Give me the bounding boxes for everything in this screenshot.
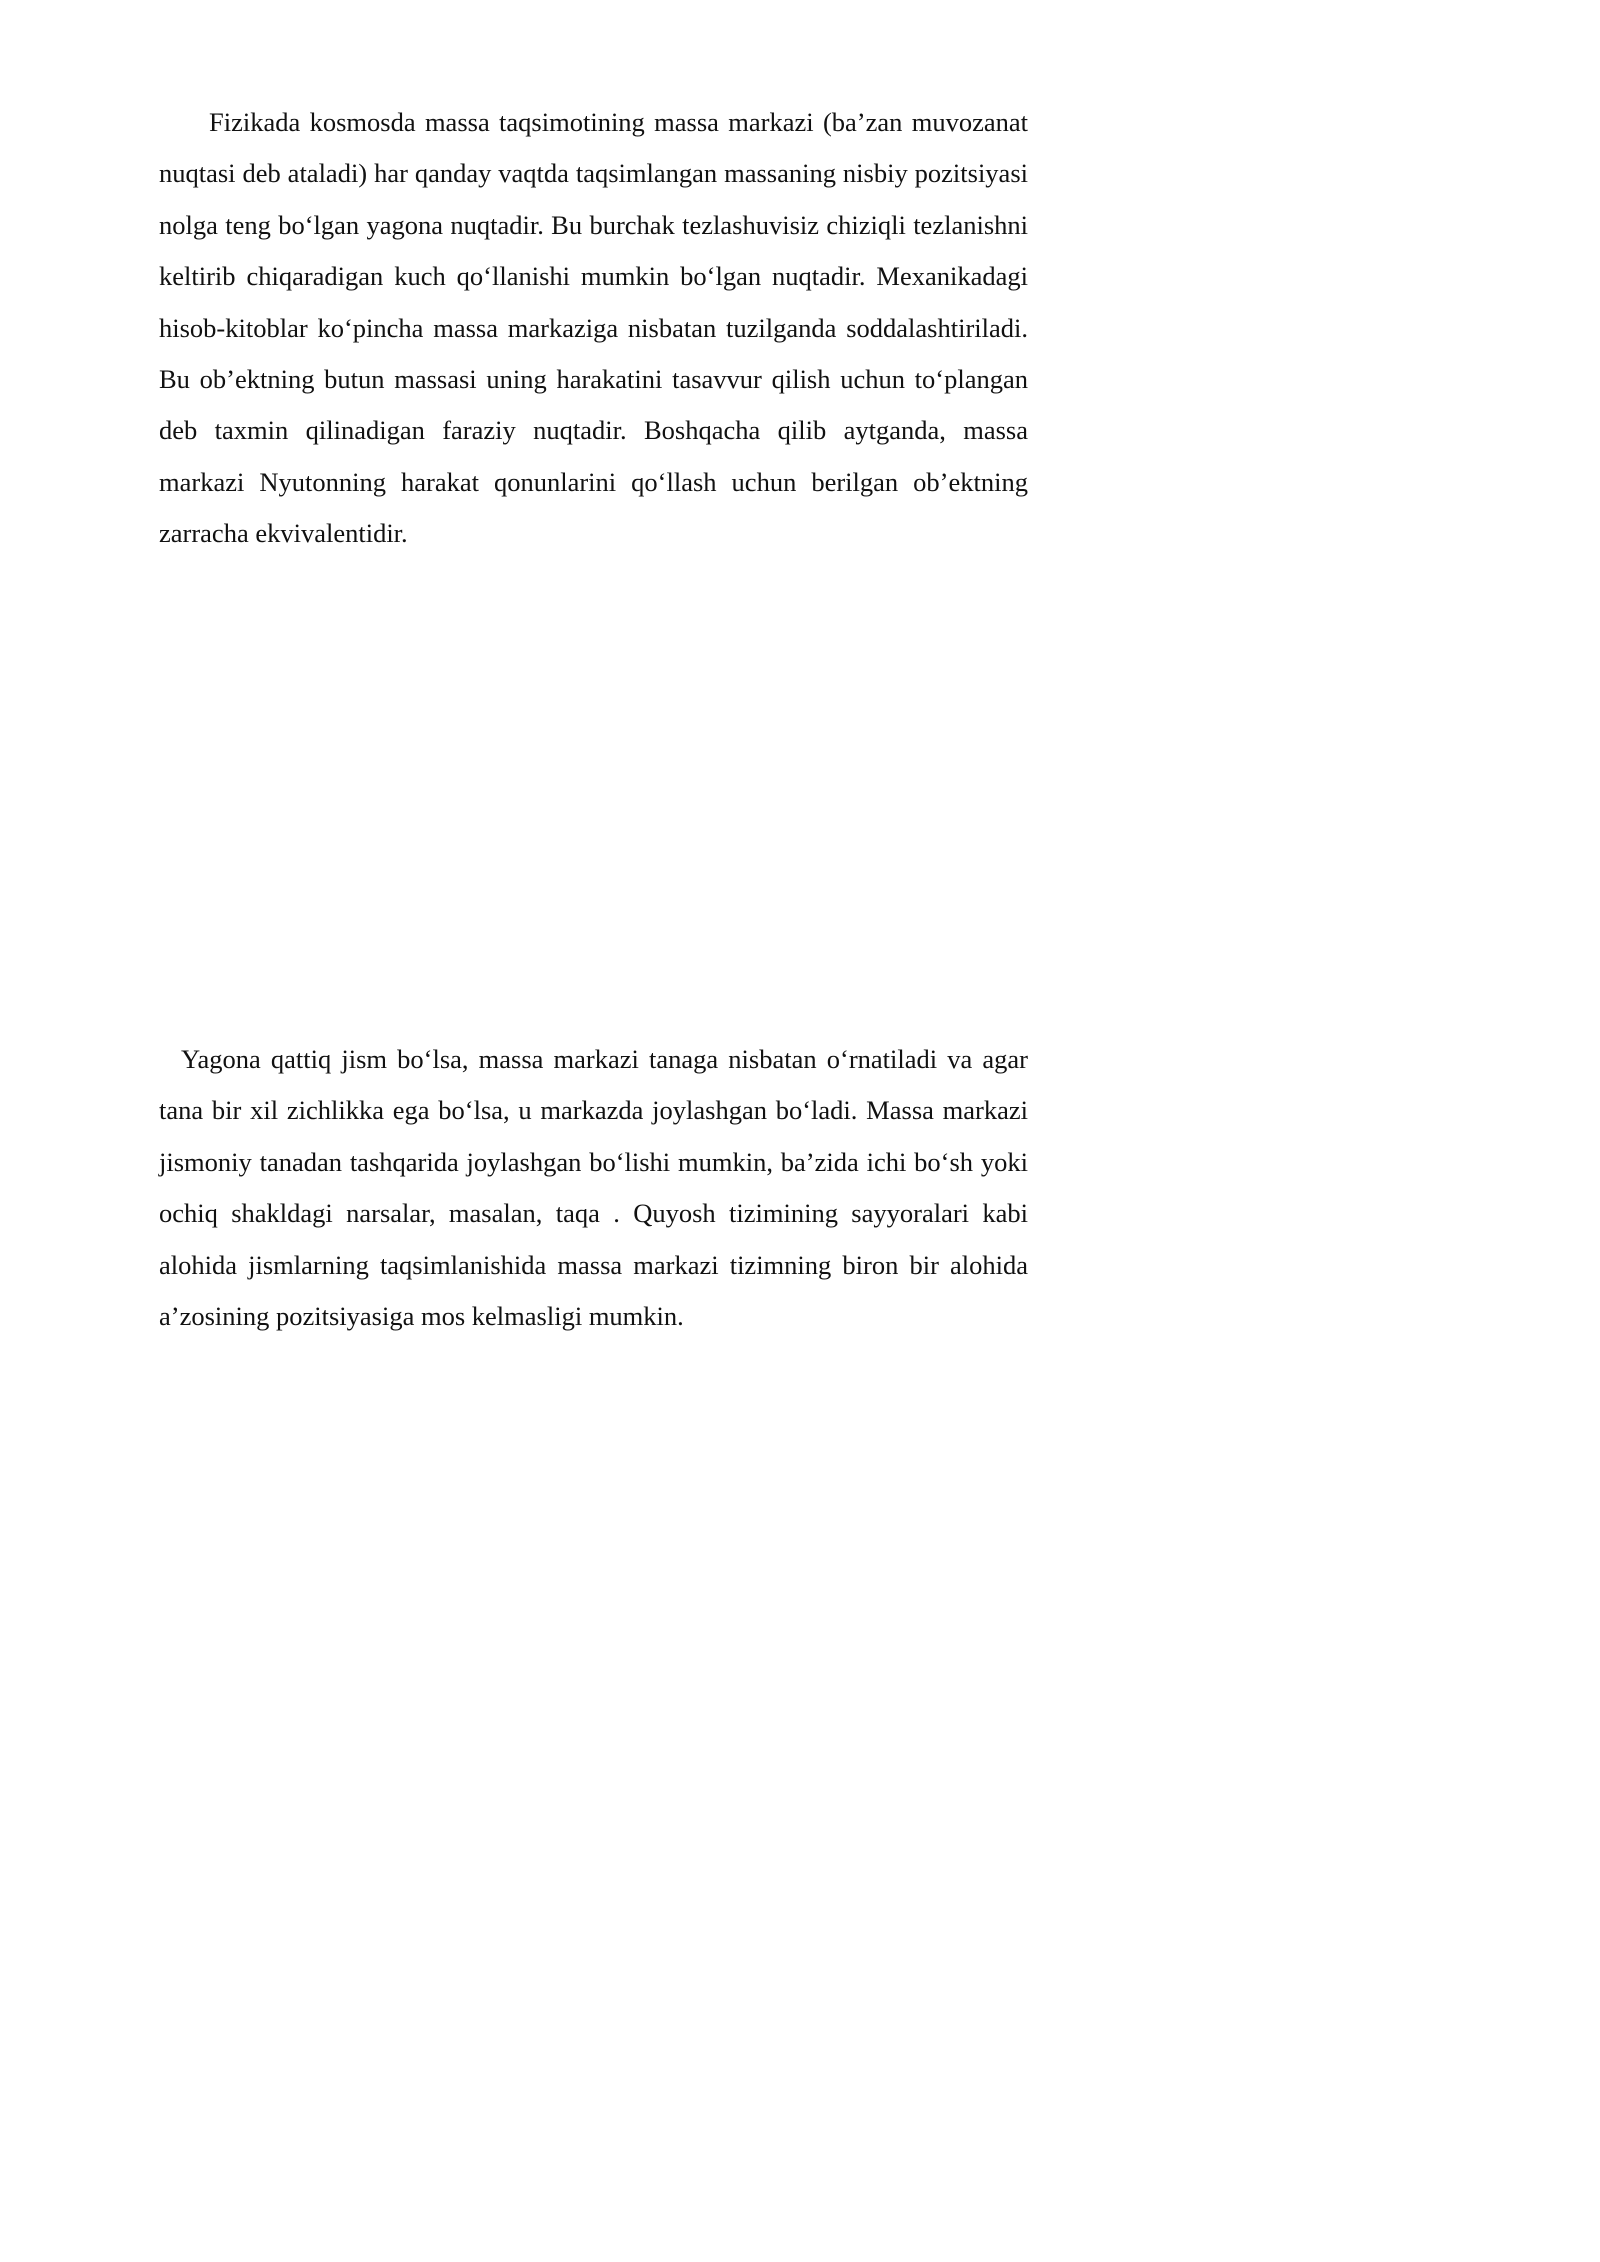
paragraph-rigid-body-center-of-mass: Yagona qattiq jism bo‘lsa, massa markazi tanaga nisbatan o‘rnatiladi va agar tana bir xil zichlikka ega bo‘lsa, u markazda joylashgan bo‘ladi. Massa markazi jismoniy tanadan tashqarida joylashgan bo‘lishi mumkin, ba’zida ichi bo‘sh yoki ochiq shakldagi narsalar, masalan, taqa . Quyosh tizimining sayyoralari kabi alohida jismlarning taqsimlanishida massa markazi tizimning biron bir alohida a’zosining pozitsiyasiga mos kelmasligi mumkin. bbox=[159, 1044, 1028, 1332]
document-page bbox=[0, 0, 1101, 1557]
paragraph-center-of-mass-definition: Fizikada kosmosda massa taqsimotining massa markazi (ba’zan muvozanat nuqtasi deb ataladi) har qanday vaqtda taqsimlangan massaning nisbiy pozitsiyasi nolga teng bo‘lgan yagona nuqtadir. Bu burchak tezlashuvisiz chiziqli tezlanishni keltirib chiqaradigan kuch qo‘llanishi mumkin bo‘lgan nuqtadir. Mexanikadagi hisob-kitoblar ko‘pincha massa markaziga nisbatan tuzilganda soddalashtiriladi. Bu ob’ektning butun massasi uning harakatini tasavvur qilish uchun to‘plangan deb taxmin qilinadigan faraziy nuqtadir. Boshqacha qilib aytganda, massa markazi Nyutonning harakat qonunlarini qo‘llash uchun berilgan ob’ektning zarracha ekvivalentidir. bbox=[159, 107, 1028, 549]
